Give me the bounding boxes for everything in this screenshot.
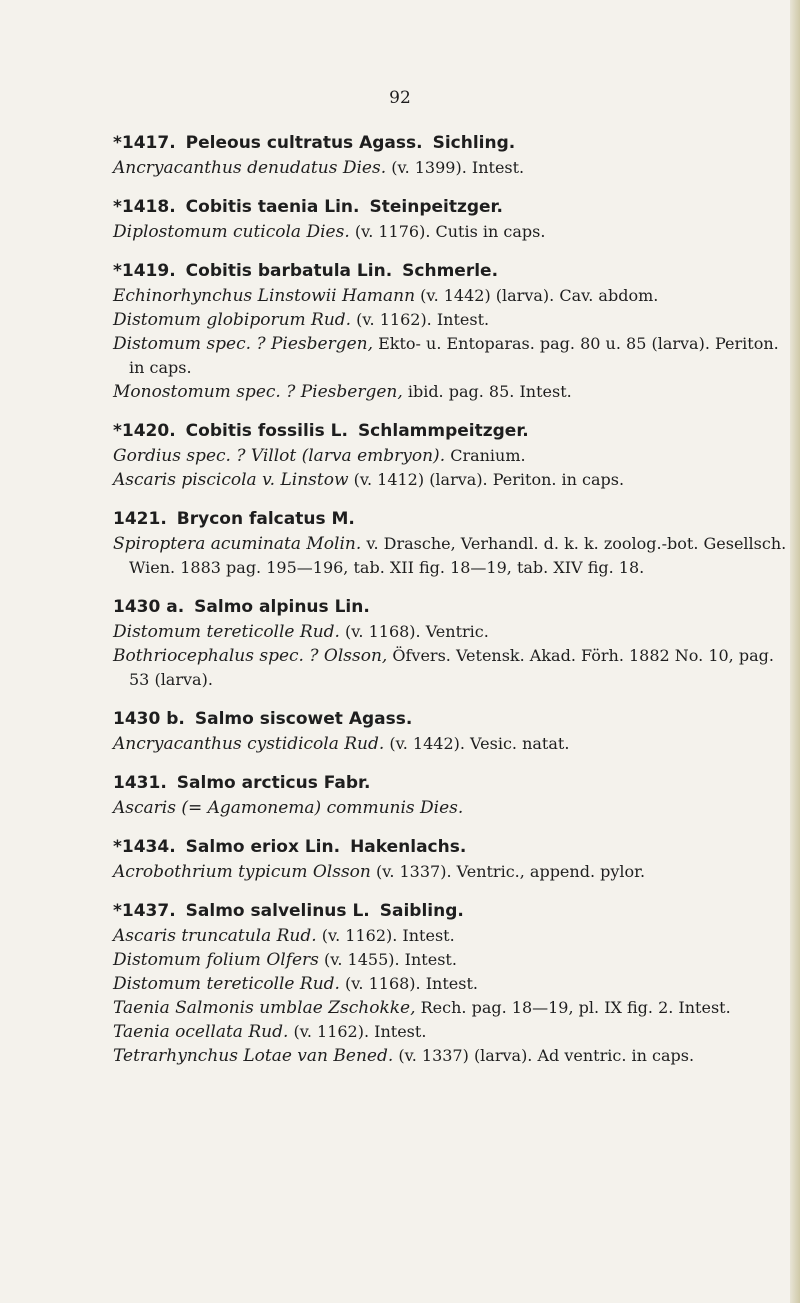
entry-number: 1430 a. — [113, 597, 185, 617]
parasite-record — [113, 972, 793, 996]
parasite-species: Acrobothrium typicum Olsson — [113, 862, 371, 882]
parasite-record — [113, 1044, 793, 1068]
host-entry — [113, 706, 793, 756]
parasite-reference: ibid. pag. 85. Intest. — [402, 382, 572, 401]
parasite-reference: (v. 1176). Cutis in caps. — [349, 222, 546, 241]
entry-number: *1420. — [113, 421, 176, 441]
parasite-record — [113, 948, 793, 972]
parasite-species: Distomum folium Olfers — [113, 950, 319, 970]
parasite-species: Ascaris piscicola v. Linstow — [113, 470, 349, 490]
parasite-reference: Cranium. — [445, 446, 526, 465]
parasite-record — [113, 620, 793, 644]
parasite-reference: (v. 1162). Intest. — [351, 310, 490, 329]
page-edge — [790, 0, 800, 1303]
parasite-record — [113, 156, 793, 180]
parasite-species: Echinorhynchus Linstowii Hamann — [113, 286, 416, 306]
host-name: Salmo salvelinus L. — [185, 901, 370, 921]
parasite-reference: (v. 1455). Intest. — [318, 950, 457, 969]
parasite-record — [113, 796, 793, 820]
host-heading — [113, 130, 793, 156]
host-heading — [113, 418, 793, 444]
parasite-reference: (v. 1337) (larva). Ad ventric. in caps. — [393, 1046, 695, 1065]
host-name: Peleous cultratus Agass. — [185, 133, 423, 153]
parasite-reference: (v. 1162). Intest. — [288, 1022, 427, 1041]
parasite-species: Monostomum spec. ? Piesbergen, — [113, 382, 403, 402]
parasite-species: Diplostomum cuticola Dies. — [113, 222, 350, 242]
parasite-reference: (v. 1168). Ventric. — [339, 622, 489, 641]
parasite-record — [113, 332, 793, 380]
host-heading — [113, 898, 793, 924]
parasite-species: Ancryacanthus denudatus Dies. — [113, 158, 387, 178]
host-heading — [113, 506, 793, 532]
entry-number: 1421. — [113, 509, 167, 529]
host-heading — [113, 594, 793, 620]
host-heading — [113, 258, 793, 284]
host-entry — [113, 506, 793, 580]
parasite-record — [113, 308, 793, 332]
parasite-record — [113, 444, 793, 468]
parasite-species: Distomum tereticolle Rud. — [113, 974, 340, 994]
parasite-reference: v. Drasche, Verhandl. d. k. k. zoolog.-bot. Gesellsch. Wien. 1883 pag. 195—196, tab. XII fig. 18—19, tab. XIV fig. 18. — [129, 534, 787, 577]
page-number: 92 — [389, 88, 411, 108]
parasite-reference: Ekto- u. Entoparas. pag. 80 u. 85 (larva). Periton. in caps. — [129, 334, 779, 377]
host-common-name: Sichling. — [432, 133, 516, 153]
parasite-record — [113, 732, 793, 756]
entry-number: *1417. — [113, 133, 176, 153]
parasite-species: Distomum tereticolle Rud. — [113, 622, 340, 642]
parasite-record — [113, 220, 793, 244]
parasite-species: Distomum globiporum Rud. — [113, 310, 352, 330]
parasite-record — [113, 532, 793, 580]
host-entry — [113, 594, 793, 692]
host-common-name: Hakenlachs. — [350, 837, 467, 857]
parasite-record — [113, 1020, 793, 1044]
host-entry — [113, 898, 793, 1068]
parasite-species: Ascaris truncatula Rud. — [113, 926, 317, 946]
parasite-reference: (v. 1399). Intest. — [386, 158, 525, 177]
parasite-reference: (v. 1168). Intest. — [339, 974, 478, 993]
parasite-species: Ancryacanthus cystidicola Rud. — [113, 734, 385, 754]
parasite-species: Spiroptera acuminata Molin. — [113, 534, 362, 554]
host-name: Salmo eriox Lin. — [185, 837, 341, 857]
host-entry — [113, 258, 793, 404]
host-heading — [113, 706, 793, 732]
host-common-name: Schlammpeitzger. — [357, 421, 529, 441]
parasite-species: Taenia Salmonis umblae Zschokke, — [113, 998, 416, 1018]
parasite-species: Distomum spec. ? Piesbergen, — [113, 334, 373, 354]
host-entry — [113, 418, 793, 492]
parasite-record — [113, 860, 793, 884]
parasite-record — [113, 924, 793, 948]
host-entry — [113, 130, 793, 180]
host-heading — [113, 770, 793, 796]
host-heading — [113, 194, 793, 220]
host-common-name: Saibling. — [379, 901, 464, 921]
parasite-record — [113, 380, 793, 404]
host-name: Cobitis taenia Lin. — [185, 197, 360, 217]
host-name: Brycon falcatus M. — [176, 509, 355, 529]
host-name: Salmo siscowet Agass. — [194, 709, 413, 729]
host-common-name: Steinpeitzger. — [369, 197, 503, 217]
parasite-record — [113, 284, 793, 308]
parasite-species: Gordius spec. ? Villot (larva embryon). — [113, 446, 446, 466]
entry-number: *1418. — [113, 197, 176, 217]
entry-number: 1431. — [113, 773, 167, 793]
parasite-record — [113, 996, 793, 1020]
parasite-reference: (v. 1162). Intest. — [316, 926, 455, 945]
host-entry — [113, 834, 793, 884]
host-name: Cobitis fossilis L. — [185, 421, 348, 441]
host-common-name: Schmerle. — [402, 261, 499, 281]
entry-number: *1437. — [113, 901, 176, 921]
host-heading — [113, 834, 793, 860]
host-name: Salmo arcticus Fabr. — [176, 773, 371, 793]
host-name: Cobitis barbatula Lin. — [185, 261, 393, 281]
parasite-species: Taenia ocellata Rud. — [113, 1022, 289, 1042]
parasite-record — [113, 644, 793, 692]
parasite-reference: (v. 1412) (larva). Periton. in caps. — [348, 470, 625, 489]
entry-number: 1430 b. — [113, 709, 185, 729]
entry-number: *1419. — [113, 261, 176, 281]
parasite-species: Bothriocephalus spec. ? Olsson, — [113, 646, 388, 666]
parasite-species: Ascaris (= Agamonema) communis Dies. — [113, 798, 464, 818]
host-name: Salmo alpinus Lin. — [194, 597, 370, 617]
parasite-reference: (v. 1337). Ventric., append. pylor. — [370, 862, 646, 881]
page-body — [113, 130, 793, 1082]
parasite-reference: (v. 1442). Vesic. natat. — [384, 734, 570, 753]
parasite-record — [113, 468, 793, 492]
parasite-reference: Öfvers. Vetensk. Akad. Förh. 1882 No. 10, pag. 53 (larva). — [129, 646, 774, 689]
host-entry — [113, 770, 793, 820]
parasite-species: Tetrarhynchus Lotae van Bened. — [113, 1046, 394, 1066]
entry-number: *1434. — [113, 837, 176, 857]
parasite-reference: Rech. pag. 18—19, pl. IX fig. 2. Intest. — [415, 998, 731, 1017]
host-entry — [113, 194, 793, 244]
parasite-reference: (v. 1442) (larva). Cav. abdom. — [415, 286, 659, 305]
